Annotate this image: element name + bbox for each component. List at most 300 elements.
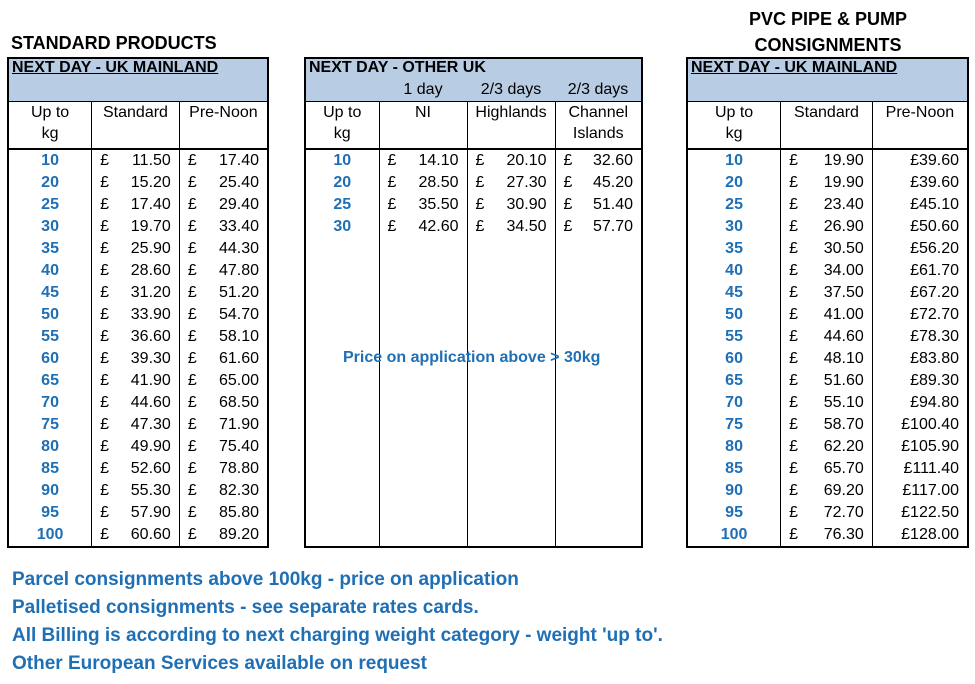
table-row: [687, 282, 968, 304]
prenoon-price: £89.30: [872, 370, 968, 392]
empty-cell: [379, 414, 467, 436]
empty-cell: [379, 502, 467, 524]
channel-delivery-time: 2/3 days: [567, 81, 629, 98]
weight-cell: 60: [41, 350, 59, 367]
currency-symbol: £: [187, 174, 197, 191]
empty-cell: [467, 260, 555, 282]
currency-symbol: £: [187, 504, 197, 521]
pvc-rates-table: [686, 57, 969, 548]
currency-symbol: £: [187, 306, 197, 323]
weight-cell: 70: [725, 394, 743, 411]
table-row: [305, 326, 642, 348]
prenoon-price: £83.80: [872, 348, 968, 370]
price-value: 25.90: [130, 240, 171, 257]
empty-cell: [555, 238, 642, 260]
empty-cell: [467, 458, 555, 480]
table-row: [8, 326, 268, 348]
table-row: [687, 216, 968, 238]
currency-symbol: £: [100, 284, 110, 301]
table-row: [305, 502, 642, 524]
price-value: 15.20: [130, 174, 171, 191]
price-value: 55.30: [130, 482, 171, 499]
weight-cell: 70: [41, 394, 59, 411]
table-row: [687, 392, 968, 414]
band-title: NEXT DAY - UK MAINLAND: [12, 59, 219, 76]
delivery-time-row: [305, 79, 642, 102]
band-title: NEXT DAY - UK MAINLAND: [691, 59, 898, 76]
currency-symbol: £: [187, 328, 197, 345]
currency-symbol: £: [475, 152, 485, 169]
empty-cell: [305, 524, 379, 547]
table-row: [305, 414, 642, 436]
price-value: 30.50: [823, 240, 864, 257]
prenoon-price: £111.40: [872, 458, 968, 480]
empty-cell: [305, 502, 379, 524]
empty-cell: [305, 458, 379, 480]
currency-symbol: £: [563, 196, 573, 213]
weight-cell: 30: [725, 218, 743, 235]
col-channel-islands: Channel Islands: [555, 102, 642, 150]
currency-symbol: £: [187, 196, 197, 213]
table-row: [687, 326, 968, 348]
currency-symbol: £: [789, 262, 799, 279]
price-value: 89.20: [218, 526, 259, 543]
price-value: 17.40: [130, 196, 171, 213]
weight-cell: 50: [725, 306, 743, 323]
currency-symbol: £: [789, 196, 799, 213]
empty-cell: [555, 524, 642, 547]
price-value: 60.60: [130, 526, 171, 543]
prenoon-price: £94.80: [872, 392, 968, 414]
price-value: 37.50: [823, 284, 864, 301]
table-row: [687, 348, 968, 370]
prenoon-price: £50.60: [872, 216, 968, 238]
table-row: [687, 304, 968, 326]
price-value: 51.20: [218, 284, 259, 301]
empty-cell: [467, 326, 555, 348]
empty-cell: [379, 480, 467, 502]
price-value: 44.60: [823, 328, 864, 345]
prenoon-price: £78.30: [872, 326, 968, 348]
price-value: 72.70: [823, 504, 864, 521]
weight-cell: 60: [725, 350, 743, 367]
currency-symbol: £: [789, 240, 799, 257]
other-uk-rates-table: [304, 57, 643, 548]
currency-symbol: £: [789, 218, 799, 235]
price-value: 51.60: [823, 372, 864, 389]
empty-cell: [305, 414, 379, 436]
price-value: 19.90: [823, 174, 864, 191]
weight-cell: 80: [41, 438, 59, 455]
footer-notes: [12, 566, 663, 678]
price-value: 26.90: [823, 218, 864, 235]
currency-symbol: £: [187, 526, 197, 543]
currency-symbol: £: [563, 152, 573, 169]
prenoon-price: £72.70: [872, 304, 968, 326]
price-value: 14.10: [418, 152, 459, 169]
price-value: 35.50: [418, 196, 459, 213]
price-value: 82.30: [218, 482, 259, 499]
currency-symbol: £: [187, 438, 197, 455]
table-row: [305, 260, 642, 282]
price-value: 27.30: [506, 174, 547, 191]
price-value: 47.80: [218, 262, 259, 279]
empty-cell: [555, 304, 642, 326]
empty-cell: [379, 392, 467, 414]
table-row: [687, 149, 968, 172]
currency-symbol: £: [100, 152, 110, 169]
empty-cell: [467, 502, 555, 524]
weight-cell: 40: [41, 262, 59, 279]
currency-symbol: £: [475, 196, 485, 213]
empty-cell: [467, 436, 555, 458]
currency-symbol: £: [100, 350, 110, 367]
prenoon-price: £61.70: [872, 260, 968, 282]
currency-symbol: £: [100, 240, 110, 257]
weight-cell: 30: [41, 218, 59, 235]
empty-cell: [379, 524, 467, 547]
empty-cell: [555, 260, 642, 282]
price-value: 47.30: [130, 416, 171, 433]
currency-symbol: £: [789, 306, 799, 323]
weight-cell: 100: [720, 526, 748, 543]
col-standard: Standard: [92, 102, 180, 150]
currency-symbol: £: [387, 174, 397, 191]
currency-symbol: £: [100, 218, 110, 235]
col-prenoon: Pre-Noon: [872, 102, 968, 150]
currency-symbol: £: [789, 328, 799, 345]
column-header-row: [8, 102, 268, 150]
column-header-row: [305, 102, 642, 150]
price-value: 78.80: [218, 460, 259, 477]
currency-symbol: £: [789, 526, 799, 543]
table-row: [305, 216, 642, 238]
prenoon-price: £56.20: [872, 238, 968, 260]
table-row: [8, 436, 268, 458]
empty-cell: [467, 304, 555, 326]
weight-cell: 25: [333, 196, 352, 213]
empty-cell: [305, 282, 379, 304]
prenoon-price: £100.40: [872, 414, 968, 436]
prenoon-price: £122.50: [872, 502, 968, 524]
price-value: 58.70: [823, 416, 864, 433]
price-value: 58.10: [218, 328, 259, 345]
prenoon-price: £39.60: [872, 149, 968, 172]
table-row: [8, 216, 268, 238]
currency-symbol: £: [789, 394, 799, 411]
table-row: [305, 436, 642, 458]
currency-symbol: £: [100, 504, 110, 521]
currency-symbol: £: [475, 174, 485, 191]
weight-cell: 25: [725, 196, 743, 213]
col-upto: Up to kg: [8, 102, 92, 150]
table-row: [8, 414, 268, 436]
empty-cell: [467, 414, 555, 436]
weight-cell: 55: [725, 328, 743, 345]
currency-symbol: £: [100, 482, 110, 499]
empty-cell: [379, 370, 467, 392]
weight-cell: 35: [41, 240, 59, 257]
weight-cell: 10: [725, 152, 743, 169]
price-value: 31.20: [130, 284, 171, 301]
table-row: [305, 458, 642, 480]
table-row: [8, 194, 268, 216]
empty-cell: [305, 480, 379, 502]
currency-symbol: £: [187, 218, 197, 235]
price-value: 41.00: [823, 306, 864, 323]
empty-cell: [555, 480, 642, 502]
currency-symbol: £: [187, 240, 197, 257]
table-row: [687, 480, 968, 502]
weight-cell: 30: [333, 218, 352, 235]
price-value: 36.60: [130, 328, 171, 345]
weight-cell: 20: [725, 174, 743, 191]
prenoon-price: £67.20: [872, 282, 968, 304]
weight-cell: 20: [333, 174, 352, 191]
weight-cell: 75: [41, 416, 59, 433]
price-value: 62.20: [823, 438, 864, 455]
prenoon-price: £45.10: [872, 194, 968, 216]
col-highlands: Highlands: [467, 102, 555, 150]
empty-cell: [555, 282, 642, 304]
currency-symbol: £: [387, 152, 397, 169]
empty-cell: [379, 282, 467, 304]
price-value: 48.10: [823, 350, 864, 367]
currency-symbol: £: [100, 306, 110, 323]
empty-cell: [555, 414, 642, 436]
empty-cell: [555, 436, 642, 458]
weight-cell: 90: [41, 482, 59, 499]
weight-cell: 35: [725, 240, 743, 257]
standard-rates-table: [7, 57, 269, 548]
col-upto: Up to kg: [687, 102, 781, 150]
price-value: 39.30: [130, 350, 171, 367]
column-header-row: [687, 102, 968, 150]
table-row: [8, 458, 268, 480]
price-on-application-note: Price on application above > 30kg: [343, 349, 601, 366]
currency-symbol: £: [100, 328, 110, 345]
table-band: [305, 58, 642, 79]
empty-cell: [467, 370, 555, 392]
price-value: 33.90: [130, 306, 171, 323]
table-row: [8, 502, 268, 524]
table-row: [305, 238, 642, 260]
currency-symbol: £: [789, 152, 799, 169]
table-row: [687, 194, 968, 216]
currency-symbol: £: [563, 174, 573, 191]
price-value: 49.90: [130, 438, 171, 455]
table-row: [8, 172, 268, 194]
table-row: [305, 480, 642, 502]
table-row: [8, 304, 268, 326]
weight-cell: 75: [725, 416, 743, 433]
currency-symbol: £: [789, 372, 799, 389]
currency-symbol: £: [789, 460, 799, 477]
col-prenoon: Pre-Noon: [179, 102, 268, 150]
col-upto: Up to kg: [305, 102, 379, 150]
price-value: 28.50: [418, 174, 459, 191]
empty-cell: [379, 304, 467, 326]
price-value: 29.40: [218, 196, 259, 213]
empty-cell: [379, 326, 467, 348]
empty-cell: [379, 260, 467, 282]
price-value: 61.60: [218, 350, 259, 367]
empty-cell: [555, 370, 642, 392]
weight-cell: 25: [41, 196, 59, 213]
currency-symbol: £: [789, 174, 799, 191]
table-row: [8, 238, 268, 260]
empty-cell: [305, 238, 379, 260]
table-row: [8, 524, 268, 547]
note-line: Parcel consignments above 100kg - price on application: [12, 569, 519, 590]
currency-symbol: £: [387, 196, 397, 213]
empty-cell: [379, 458, 467, 480]
price-value: 41.90: [130, 372, 171, 389]
price-value: 11.50: [131, 152, 171, 169]
empty-cell: [379, 436, 467, 458]
empty-cell: [305, 304, 379, 326]
table-row: [8, 370, 268, 392]
currency-symbol: £: [475, 218, 485, 235]
weight-cell: 85: [41, 460, 59, 477]
col-ni: NI: [379, 102, 467, 150]
currency-symbol: £: [789, 438, 799, 455]
price-value: 54.70: [218, 306, 259, 323]
table-row: [687, 370, 968, 392]
weight-cell: 95: [41, 504, 59, 521]
table-row: [305, 172, 642, 194]
empty-cell: [467, 524, 555, 547]
empty-cell: [467, 480, 555, 502]
weight-cell: 65: [725, 372, 743, 389]
empty-cell: [467, 282, 555, 304]
table-row: [687, 436, 968, 458]
currency-symbol: £: [100, 438, 110, 455]
price-value: 34.00: [823, 262, 864, 279]
note-line: All Billing is according to next charging weight category - weight 'up to'.: [12, 625, 663, 646]
price-value: 34.50: [506, 218, 547, 235]
currency-symbol: £: [100, 394, 110, 411]
price-value: 65.00: [218, 372, 259, 389]
weight-cell: 90: [725, 482, 743, 499]
empty-cell: [305, 326, 379, 348]
table-row: [8, 480, 268, 502]
table-row: [305, 524, 642, 547]
weight-cell: 10: [333, 152, 352, 169]
note-line: Palletised consignments - see separate rates cards.: [12, 597, 479, 618]
table-row: [687, 172, 968, 194]
price-value: 44.30: [218, 240, 259, 257]
empty-cell: [555, 392, 642, 414]
weight-cell: 85: [725, 460, 743, 477]
price-value: 57.70: [592, 218, 633, 235]
empty-cell: [305, 436, 379, 458]
price-value: 19.90: [823, 152, 864, 169]
table-row: [305, 194, 642, 216]
currency-symbol: £: [100, 526, 110, 543]
currency-symbol: £: [187, 262, 197, 279]
price-value: 25.40: [218, 174, 259, 191]
currency-symbol: £: [789, 284, 799, 301]
price-value: 42.60: [418, 218, 459, 235]
price-value: 55.10: [823, 394, 864, 411]
currency-symbol: £: [789, 350, 799, 367]
price-value: 32.60: [592, 152, 633, 169]
empty-cell: [305, 392, 379, 414]
empty-cell: [467, 238, 555, 260]
table-row: [8, 260, 268, 282]
currency-symbol: £: [187, 372, 197, 389]
empty-cell: [305, 370, 379, 392]
weight-cell: 10: [41, 152, 59, 169]
col-standard: Standard: [781, 102, 873, 150]
price-value: 45.20: [592, 174, 633, 191]
weight-cell: 40: [725, 262, 743, 279]
price-value: 76.30: [823, 526, 864, 543]
table-row: [305, 282, 642, 304]
standard-products-title: STANDARD PRODUCTS: [11, 33, 217, 53]
table-row: [305, 370, 642, 392]
price-value: 57.90: [130, 504, 171, 521]
price-value: 17.40: [218, 152, 259, 169]
table-row: [305, 304, 642, 326]
currency-symbol: £: [187, 394, 197, 411]
table-row: [305, 392, 642, 414]
price-value: 20.10: [506, 152, 547, 169]
currency-symbol: £: [187, 460, 197, 477]
note-line: Other European Services available on request: [12, 653, 427, 674]
weight-cell: 80: [725, 438, 743, 455]
table-row: [687, 414, 968, 436]
table-row: [687, 260, 968, 282]
weight-cell: 100: [36, 526, 64, 543]
currency-symbol: £: [563, 218, 573, 235]
prenoon-price: £105.90: [872, 436, 968, 458]
currency-symbol: £: [789, 504, 799, 521]
ni-delivery-time: 1 day: [403, 81, 443, 98]
price-value: 71.90: [218, 416, 259, 433]
prenoon-price: £128.00: [872, 524, 968, 547]
weight-cell: 45: [725, 284, 743, 301]
currency-symbol: £: [187, 482, 197, 499]
prenoon-price: £39.60: [872, 172, 968, 194]
prenoon-price: £117.00: [872, 480, 968, 502]
weight-cell: 55: [41, 328, 59, 345]
pvc-title-line2: CONSIGNMENTS: [754, 35, 902, 55]
price-value: 51.40: [592, 196, 633, 213]
pvc-title-line1: PVC PIPE & PUMP: [748, 9, 908, 29]
table-row: [8, 149, 268, 172]
table-row: [687, 458, 968, 480]
currency-symbol: £: [100, 372, 110, 389]
currency-symbol: £: [187, 152, 197, 169]
price-value: 44.60: [130, 394, 171, 411]
table-row: [8, 348, 268, 370]
empty-cell: [555, 458, 642, 480]
weight-cell: 65: [41, 372, 59, 389]
currency-symbol: £: [100, 416, 110, 433]
currency-symbol: £: [100, 262, 110, 279]
empty-cell: [305, 260, 379, 282]
price-value: 52.60: [130, 460, 171, 477]
currency-symbol: £: [789, 416, 799, 433]
price-value: 19.70: [130, 218, 171, 235]
price-value: 30.90: [506, 196, 547, 213]
price-value: 69.20: [823, 482, 864, 499]
weight-cell: 95: [725, 504, 743, 521]
table-row: [305, 149, 642, 172]
highlands-delivery-time: 2/3 days: [480, 81, 542, 98]
